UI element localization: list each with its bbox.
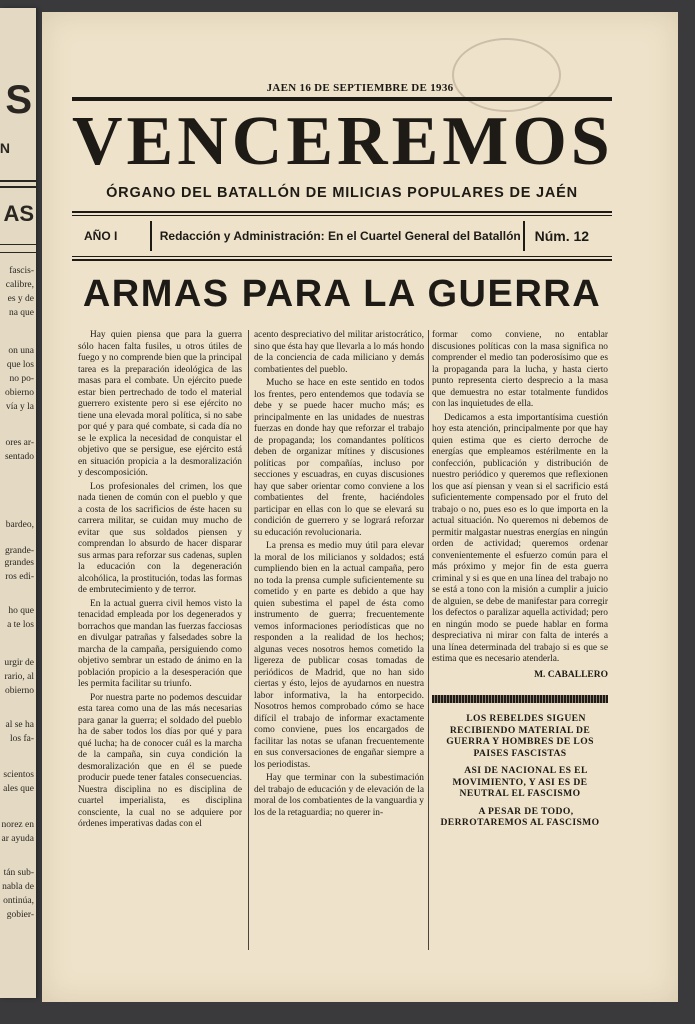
prev-page-fragment: al se ha: [5, 720, 34, 730]
info-rule-top: [72, 211, 612, 213]
redaction-address: Redacción y Administración: En el Cuartel General del Batallón: [159, 229, 521, 243]
top-rule: [72, 97, 612, 101]
previous-page-edge: [0, 8, 36, 998]
prev-page-fragment: urgir de: [4, 658, 34, 668]
article-column-3: [432, 330, 608, 835]
prev-page-fragment: norez en: [1, 820, 34, 830]
prev-page-fragment: ales que: [3, 784, 34, 794]
prev-page-fragment: no po-: [9, 374, 34, 384]
paragraph: formar como conviene, no entablar discusiones políticas con la masa significa no comprender el medio tan poderosísimo que es la propaganda para la lucha, y hasta cierto punto representa cierto desprecio a la masa que demuestra no estar totalmente fundidos con las inquietudes de ella.: [432, 330, 608, 409]
paragraph: En la actual guerra civil hemos visto la tenacidad empleada por los degenerados y borrachos que mandan las fuerzas facciosas en divulgar patrañas y falsedades sobre la marcha de la campaña, persiguiendo como objetivo sembrar un estado de ánimo en la población propicio a la desesperación que les permita facilitar su triunfo.: [78, 598, 242, 689]
prev-page-fragment: bardeo,: [5, 520, 34, 530]
prev-page-fragment: na que: [8, 308, 34, 318]
article-column-2: [254, 330, 424, 821]
prev-page-fragment: grande-: [4, 546, 34, 556]
issue-date: JAEN 16 DE SEPTIEMBRE DE 1936: [266, 82, 454, 94]
notice-line: LOS REBELDES SIGUEN RECIBIENDO MATERIAL DE GUERRA Y HOMBRES DE LOS PAISES FASCISTAS: [446, 713, 594, 759]
paragraph: Mucho se hace en este sentido en todos los frentes, pero entendemos que todavía se debe y se puede hacer mucho más; es principalmente en las unidades de nuestras fuerzas en donde hay que reforzar el trabajo de propaganda; los comandantes políticos deben de organizar mítines y discusiones políticas por compañías, incluso por secciones y escuadras, en cuyas discusiones hay que saber orientar como conviene a los combatientes del frente, haciéndoles participar en ellas con lo que se elevará su condición de guerrero y se logrará reforzar su educación revolucionaria.: [254, 378, 424, 538]
prev-page-rule: [0, 180, 36, 182]
info-rule-top-thin: [72, 215, 612, 216]
paragraph: acento despreciativo del militar aristocrático, sino que ésta hay que llevarla a lo más hondo de la conciencia de cada miliciano y demás combatientes del pueblo.: [254, 330, 425, 375]
prev-page-fragment: calibre,: [5, 280, 34, 290]
paragraph: Hay quien piensa que para la guerra sólo hacen falta fusiles, u otros útiles de fuego y no comprende bien que la principal tarea es la preparación ideológica de las masas para el combate. Un ejército puede estar bien pertrechado de todo el material guerrero existente pero si ese ejército no tiene una elevada moral política, si no sabe por qué y para qué combate, si cada día no se le explica la necesidad de conquistar el objetivo que se persigue, ese ejército está en situación propicia a la desmoralización y descomposición.: [78, 330, 242, 478]
notice-box: [432, 713, 608, 829]
newspaper-page: [42, 12, 678, 1002]
prev-page-fragment: AS: [3, 201, 34, 226]
info-rule-bottom: [72, 259, 612, 261]
prev-page-fragment: a te los: [7, 620, 34, 630]
paragraph: Hay que terminar con la subestimación del trabajo de educación y de elevación de la moral de los combatientes de la vanguardia y los de la retaguardia; no querer in-: [254, 773, 424, 818]
prev-page-rule: [0, 186, 36, 188]
prev-page-fragment: gobier-: [6, 910, 34, 920]
prev-page-fragment: es y de: [7, 294, 34, 304]
prev-page-fragment: grandes: [4, 558, 34, 568]
article-headline: ARMAS PARA LA GUERRA: [82, 273, 602, 315]
paragraph: La prensa es medio muy útil para elevar la moral de los milicianos y soldados; está cumpliendo bien en la actual campaña, pero no toda la prensa cumple suficientemente su cometido y en parte es debido a que hay quien subestima el papel de ésta como instrumento de guerra; frecuentemente vemos informaciones periodísticas que no responden a la realidad de los hechos; algunas veces nosotros hemos cometido la ligereza de publicar cosas tomadas de periódicos de Madrid, que no han sido ciertas y ésto, lejos de ayudarnos en nuestra labor informativa, la ha entorpecido. Nosotros hemos comprobado cómo se hace difícil el trabajo de informar exactamente como conviene, pues los encargados de facilitar las notas se ufanan frecuentemente en sus conversaciones de engañar siempre a los periodistas.: [254, 541, 424, 770]
prev-page-fragment: N: [0, 140, 10, 156]
masthead-title: VENCEREMOS: [72, 103, 614, 180]
notice-rule: [432, 695, 608, 703]
prev-page-fragment: vía y la: [6, 402, 34, 412]
prev-page-fragment: S: [5, 78, 32, 122]
prev-page-fragment: obierno: [4, 686, 34, 696]
prev-page-rule: [0, 252, 36, 253]
year-label: AÑO I: [84, 229, 118, 243]
info-rule-bottom-thin: [72, 256, 612, 257]
masthead-subtitle: ÓRGANO DEL BATALLÓN DE MILICIAS POPULARES DE JAÉN: [106, 185, 578, 201]
prev-page-fragment: ontinúa,: [3, 896, 34, 906]
prev-page-fragment: ores ar-: [5, 438, 34, 448]
prev-page-fragment: ho que: [8, 606, 34, 616]
prev-page-fragment: ar ayuda: [1, 834, 34, 844]
column-rule: [428, 330, 429, 950]
prev-page-rule: [0, 244, 36, 245]
prev-page-fragment: obierno: [4, 388, 34, 398]
issue-number: Núm. 12: [534, 228, 590, 244]
column-rule: [248, 330, 249, 950]
prev-page-fragment: fascis-: [9, 266, 34, 276]
prev-page-fragment: ros edi-: [5, 572, 34, 582]
article-column-1: [78, 330, 242, 833]
prev-page-fragment: tán sub-: [3, 868, 34, 878]
paragraph: Los profesionales del crimen, los que nada tienen de común con el pueblo y que a costa de los sacrificios de éste hacen su carrera militar, se cuidan muy mucho de evitar que sus soldados piensen y comprendan lo absurdo de hacer disparar sus armas para reforzar sus cadenas, suplen la educación con la degeneración alcohólica, la prostitución, todas las formas de embrutecimiento y de terror.: [78, 481, 242, 595]
info-bar: [72, 218, 612, 254]
paragraph: Dedicamos a esta importantísima cuestión hoy esta atención, principalmente por que hay quien estima que es cierto derroche de energías que empleamos estérilmente en la confección, publicación y distribución de nuestro periódico y queremos que reflexionen los que así piensan y vean si el sacrificio está suficientemente compensado por el fruto del trabajo o no, pues eso es lo que importa en la actual situación. No queremos ni debemos de permitir malgastar nuestras energías en ningún orden de actividad; queremos ordenar convenientemente el esfuerzo común para el más próximo y mejor fin de esta guerra criminal y si es que en una línea del trabajo no se está a tono con la misión a cumplir a juicio de alguien, se debe de manifestar para corregir los defectos o paralizar aquella actividad; pero en ningún modo se puede hablar en forma despreciativa ni mirar con falta de interés a una línea determinada del trabajo si es que se estima que es necesario atenderla.: [432, 412, 608, 664]
prev-page-fragment: on una: [8, 346, 34, 356]
prev-page-fragment: nabla de: [2, 882, 34, 892]
author-signature: M. CABALLERO: [534, 669, 608, 680]
prev-page-fragment: sentado: [4, 452, 34, 462]
prev-page-fragment: scientos: [3, 770, 34, 780]
notice-line: ASI DE NACIONAL ES EL MOVIMIENTO, Y ASI ES DE NEUTRAL EL FASCISMO: [452, 765, 588, 799]
prev-page-fragment: que los: [6, 360, 34, 370]
notice-line: A PESAR DE TODO, DERROTAREMOS AL FASCISMO: [440, 805, 600, 828]
prev-page-fragment: los fa-: [9, 734, 34, 744]
paragraph: Por nuestra parte no podemos descuidar esta tarea como una de las más necesarias para ganar la guerra; el soldado del pueblo ha de saber todos los días por qué y para qué lucha; ha de conocer cuál es la marcha de la campaña, sin cuya condición la desmoralización que en él se puede producir puede tener fatales consecuencias. Nuestra disciplina no es disciplina de cuartel imperialista, es disciplina consciente, la cual no se adquiere por órdenes imperativas dadas con el: [78, 692, 242, 829]
prev-page-fragment: rario, al: [4, 672, 34, 682]
